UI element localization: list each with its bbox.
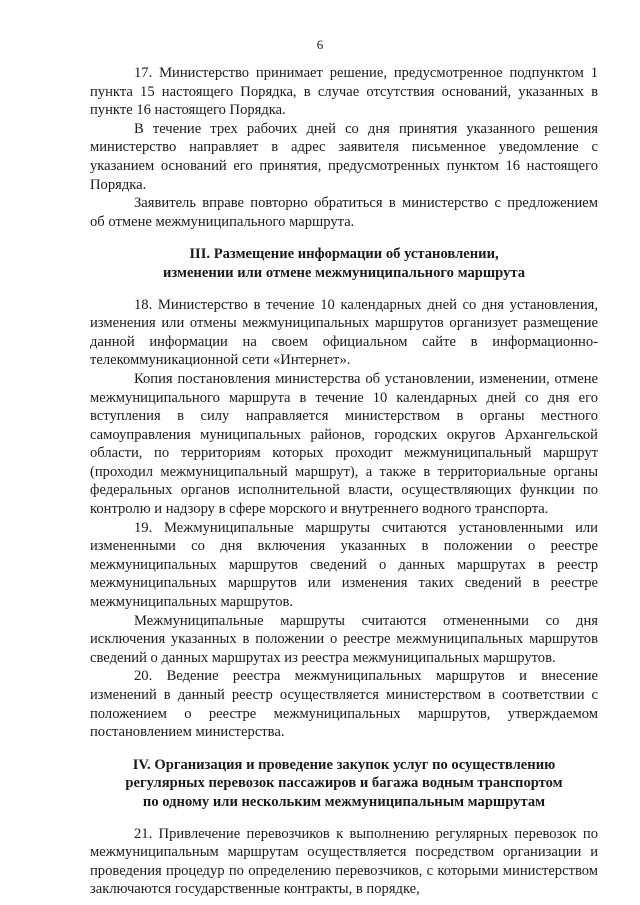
section-4-heading-line-1: IV. Организация и проведение закупок услуг по осуществлению bbox=[132, 756, 556, 773]
section-4-heading bbox=[90, 756, 598, 812]
section-3-heading-line-2: изменении или отмене межмуниципального маршрута bbox=[162, 264, 526, 281]
section-3-heading-line-1: III. Размещение информации об установлении, bbox=[189, 246, 499, 263]
paragraph-17-repeat-request: Заявитель вправе повторно обратиться в министерство с предложением об отмене межмуниципального маршрута. bbox=[90, 195, 598, 230]
section-3-heading bbox=[90, 245, 598, 282]
paragraph-17-notice: В течение трех рабочих дней со дня принятия указанного решения министерство направляет в адрес заявителя письменное уведомление с указанием оснований его принятия, предусмотренных пунктом 16 настоящего Порядка. bbox=[90, 120, 598, 193]
paragraph-18: 18. Министерство в течение 10 календарных дней со дня установления, изменения или отмены межмуниципальных маршрутов организует размещение данной информации на своем официальном сайте в информационно-телекоммуникационной сети «Интернет». bbox=[90, 296, 598, 369]
paragraph-17: 17. Министерство принимает решение, предусмотренное подпунктом 1 пункта 15 настоящего Порядка, в случае отсутствия оснований, указанных в пункте 16 настоящего Порядка. bbox=[90, 65, 598, 119]
section-4-heading-line-2: регулярных перевозок пассажиров и багажа водным транспортом bbox=[125, 775, 563, 792]
paragraph-20: 20. Ведение реестра межмуниципальных маршрутов и внесение изменений в данный реестр осуществляется министерством в соответствии с положением о реестре межмуниципальных маршрутов, утверждаемом постановлением министерства. bbox=[90, 668, 598, 741]
document-body bbox=[90, 64, 598, 899]
paragraph-21: 21. Привлечение перевозчиков к выполнению регулярных перевозок по межмуниципальным маршрутам осуществляется посредством организации и проведения процедур по определению перевозчиков, с которыми министерством заключаются государственные контракты, в порядке, bbox=[90, 825, 598, 898]
section-4-heading-line-3: по одному или нескольким межмуниципальным маршрутам bbox=[142, 793, 546, 810]
page-number: 6 bbox=[316, 37, 324, 52]
paragraph-18-copy: Копия постановления министерства об установлении, изменении, отмене межмуниципального маршрута в течение 10 календарных дней со дня его вступления в силу направляется министерством в органы местного самоуправления муниципальных районов, городских округов Архангельской области, по территориям которых проходит межмуниципальный маршрут (проходил межмуниципальный маршрут), а также в территориальные органы федеральных органов исполнительной власти, осуществляющих функции по контролю и надзору в сфере морского и внутреннего водного транспорта. bbox=[90, 370, 598, 518]
paragraph-19-cancel: Межмуниципальные маршруты считаются отмененными со дня исключения указанных в положении о реестре межмуниципальных маршрутов сведений о данных маршрутах из реестра межмуниципальных маршрутов. bbox=[90, 612, 598, 666]
paragraph-19: 19. Межмуниципальные маршруты считаются установленными или измененными со дня включения указанных в положении о реестре межмуниципальных маршрутов сведений о данных маршрутах в реестр межмуниципальных маршрутов или изменения таких сведений в реестре межмуниципальных маршрутов. bbox=[90, 519, 598, 611]
